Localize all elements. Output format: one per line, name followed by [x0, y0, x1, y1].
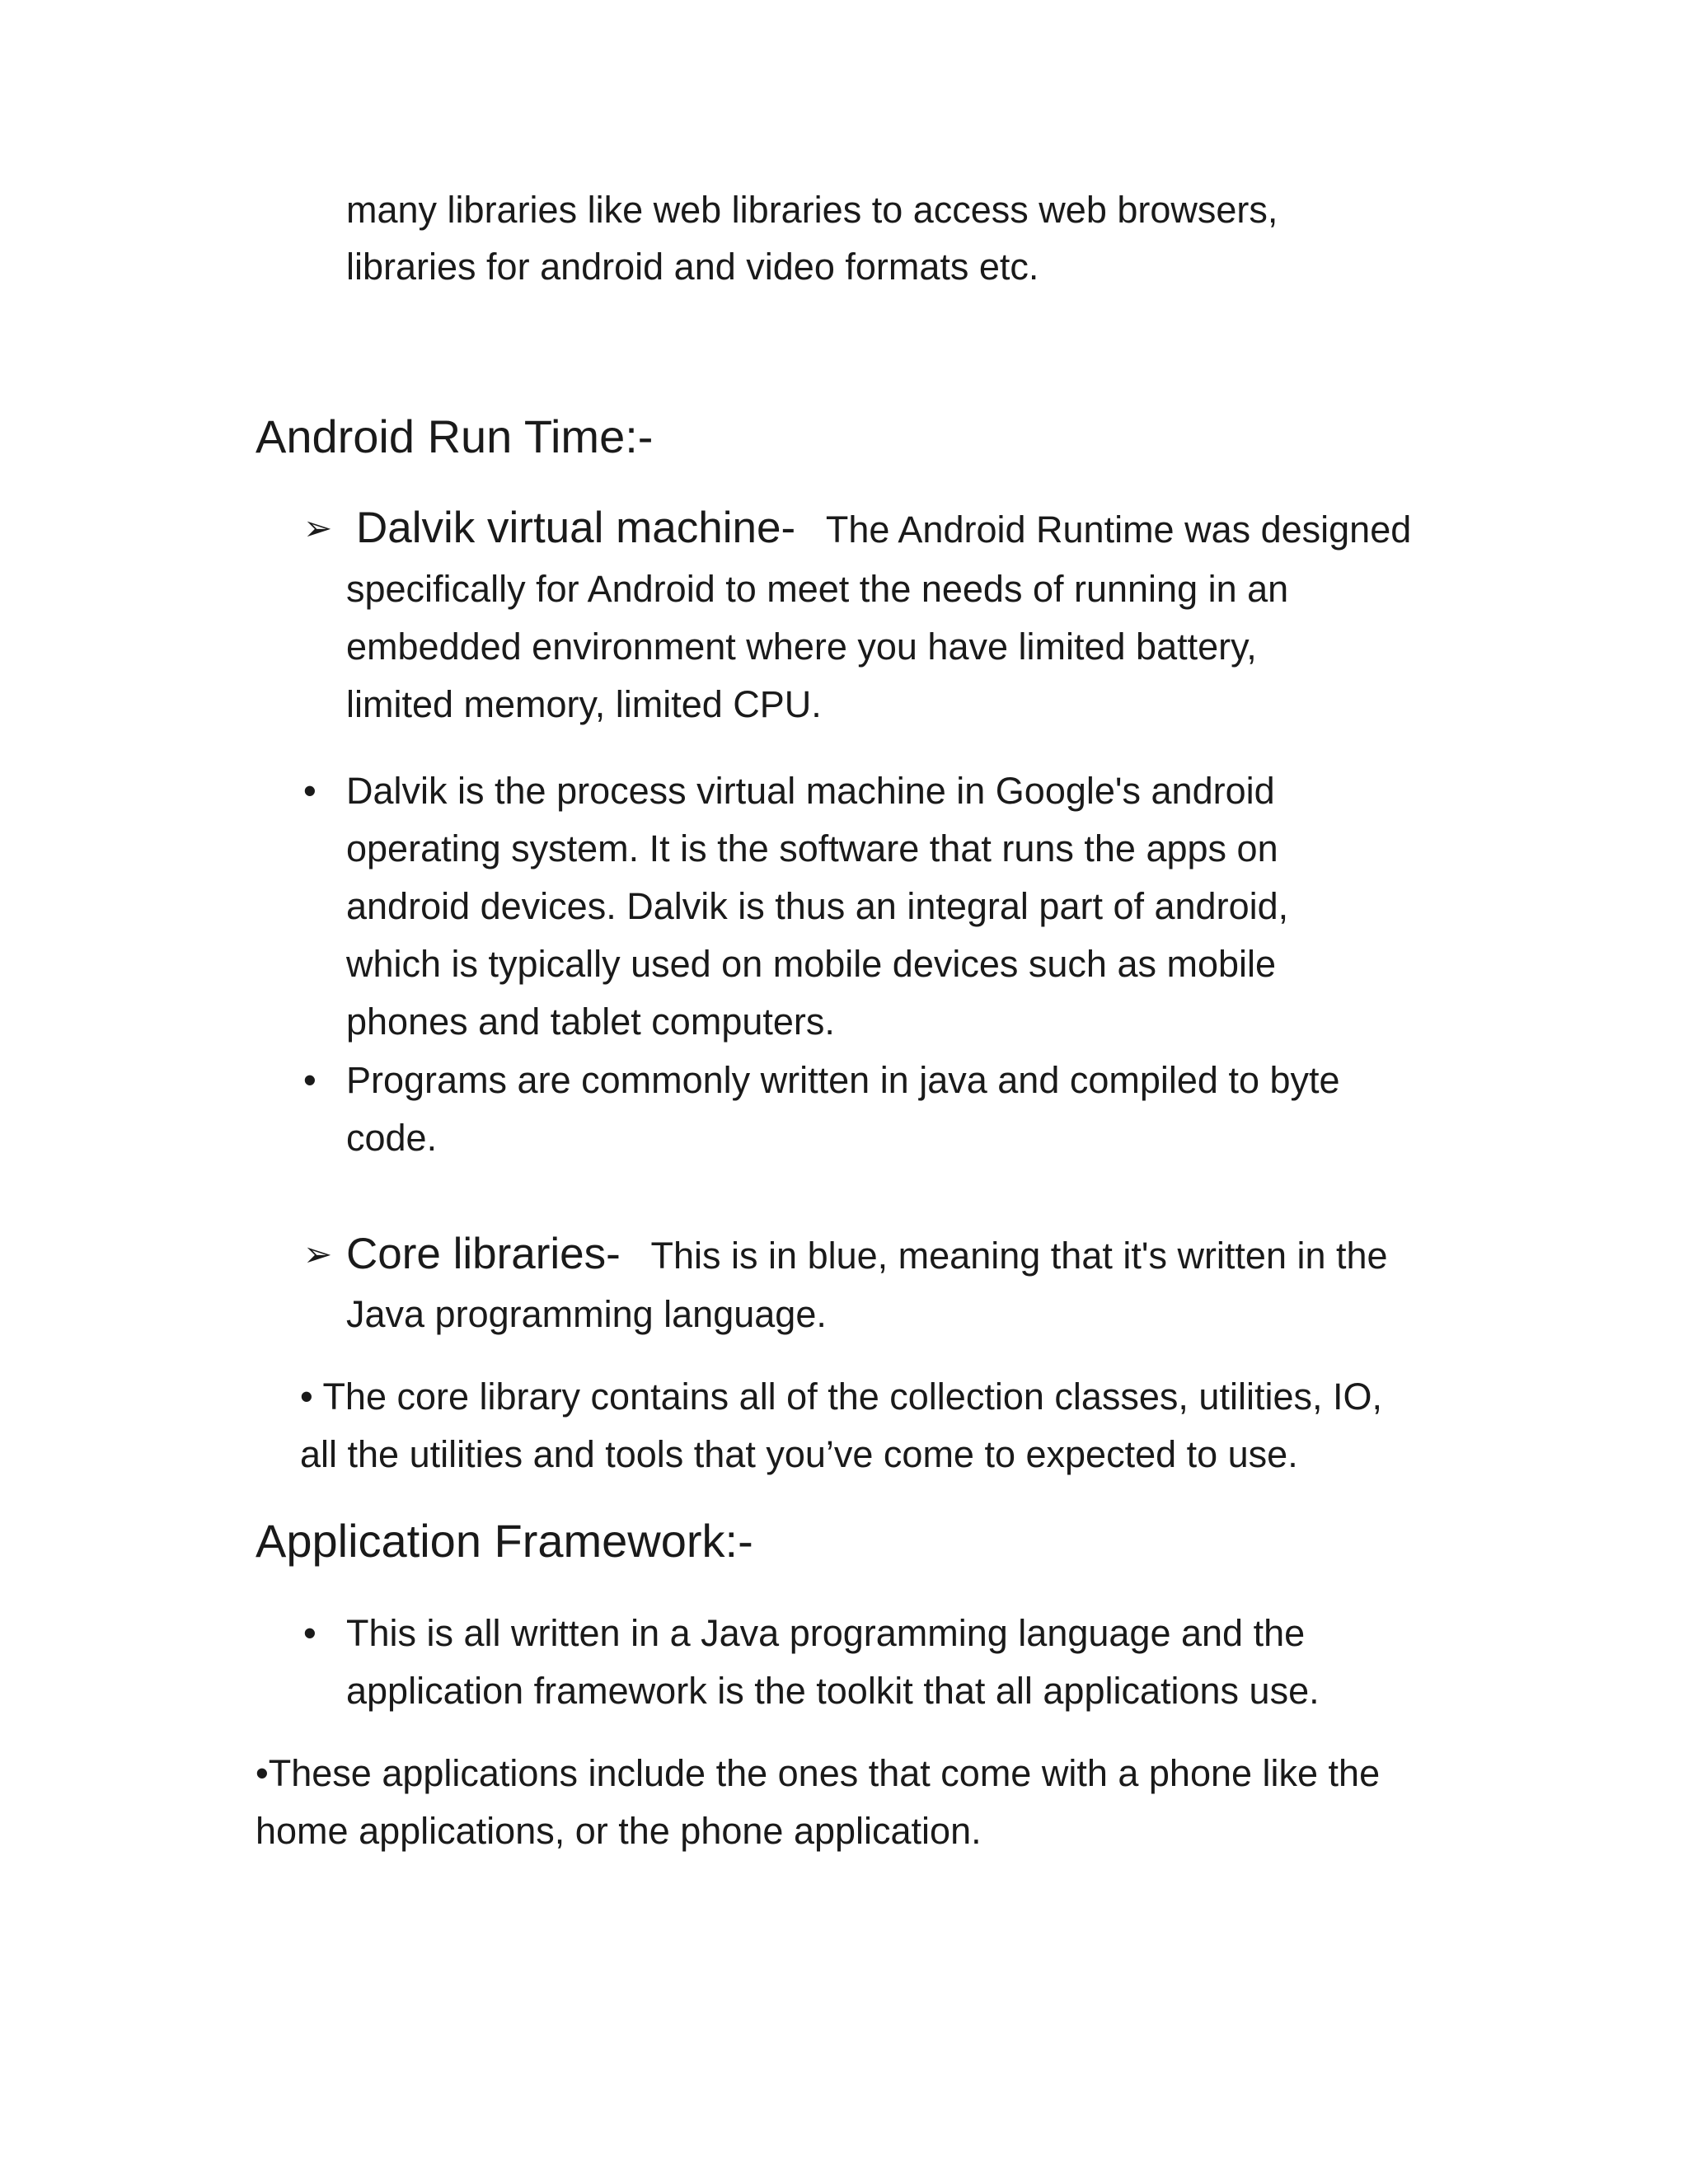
dalvik-line-1-rest: The Android Runtime was designed	[825, 509, 1412, 551]
arrow-bullet-icon: ➢	[303, 1235, 333, 1273]
core-line-2: Java programming language.	[346, 1293, 827, 1335]
core-line-1	[346, 1226, 1388, 1285]
dalvik-line-1	[356, 499, 1411, 559]
dalvik-line-2: specifically for Android to meet the needs of running in an	[346, 568, 1289, 610]
dalvik-line-3: embedded environment where you have limited battery,	[346, 626, 1257, 668]
dalvik-bullet-1-line-4: which is typically used on mobile devices such as mobile	[346, 943, 1277, 985]
framework-note-line-2: home applications, or the phone application.	[256, 1810, 982, 1852]
arrow-bullet-icon: ➢	[303, 509, 333, 547]
core-note-line-2: all the utilities and tools that you’ve come to expected to use.	[300, 1433, 1298, 1475]
intro-line-1: many libraries like web libraries to access web browsers,	[346, 189, 1278, 231]
dalvik-bullet-1-line-5: phones and tablet computers.	[346, 1001, 835, 1043]
application-framework-heading: Application Framework:-	[256, 1515, 753, 1567]
dalvik-line-4: limited memory, limited CPU.	[346, 683, 822, 725]
round-bullet-icon: •	[303, 770, 316, 812]
framework-bullet-line-1: This is all written in a Java programming language and the	[346, 1612, 1306, 1654]
core-note-line-1: • The core library contains all of the collection classes, utilities, IO,	[300, 1376, 1382, 1418]
round-bullet-icon: •	[303, 1612, 316, 1654]
android-runtime-heading: Android Run Time:-	[256, 410, 654, 462]
core-line-1-rest: This is in blue, meaning that it's written in the	[650, 1235, 1388, 1277]
intro-line-2: libraries for android and video formats etc.	[346, 246, 1039, 288]
framework-bullet-line-2: application framework is the toolkit that all applications use.	[346, 1670, 1320, 1712]
dalvik-bullet-1-line-1: Dalvik is the process virtual machine in Google's android	[346, 770, 1275, 812]
framework-note-line-1: •These applications include the ones that come with a phone like the	[256, 1752, 1381, 1794]
round-bullet-icon: •	[303, 1059, 316, 1101]
core-term: Core libraries-	[346, 1230, 621, 1278]
dalvik-bullet-2-line-2: code.	[346, 1117, 438, 1159]
dalvik-bullet-1-line-3: android devices. Dalvik is thus an integral part of android,	[346, 885, 1289, 927]
dalvik-bullet-2-line-1: Programs are commonly written in java and compiled to byte	[346, 1059, 1340, 1101]
dalvik-term: Dalvik virtual machine-	[356, 504, 796, 552]
dalvik-bullet-1-line-2: operating system. It is the software that runs the apps on	[346, 827, 1278, 869]
